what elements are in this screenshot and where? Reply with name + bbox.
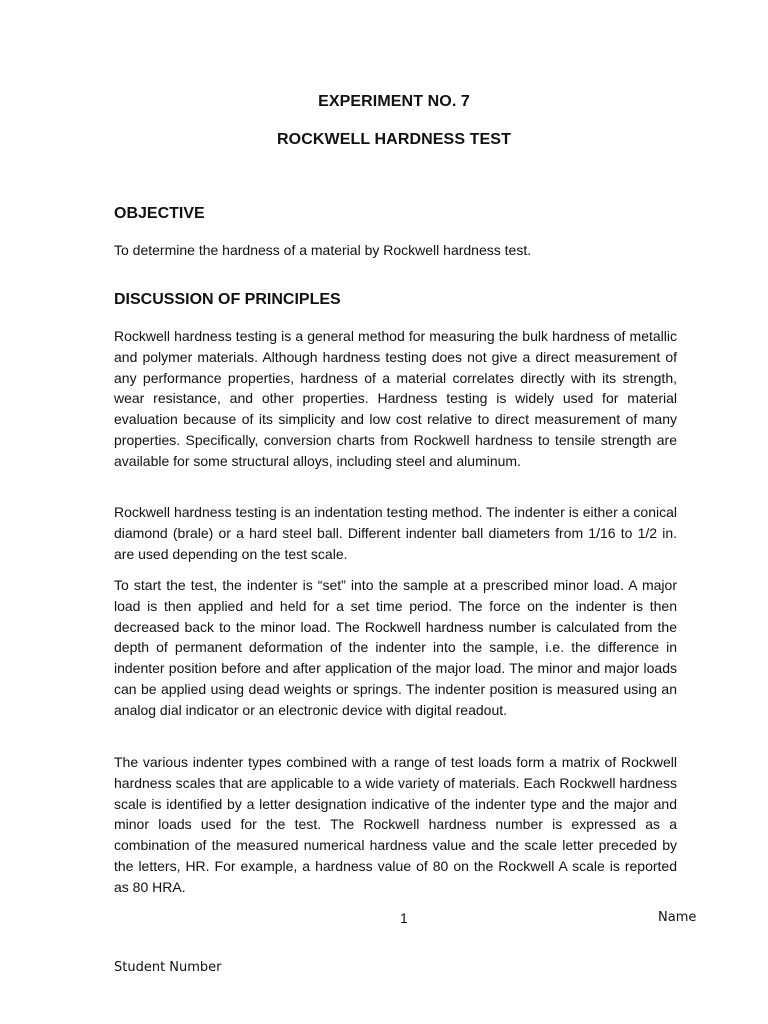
- discussion-paragraph-4: The various indenter types combined with a range of test loads form a matrix of Rockwell hardness scales that are applicable to a wide variety of materials. Each Rockwell hardness scale is identified by a letter designation indicative of the indenter type and the major and minor loads used for the test. The Rockwell hardness number is expressed as a combination of the measured numerical hardness value and the scale letter preceded by the letters, HR. For example, a hardness value of 80 on the Rockwell A scale is reported as 80 HRA.: [114, 754, 677, 895]
- discussion-paragraph-1: Rockwell hardness testing is a general method for measuring the bulk hardness of metallic and polymer materials. Although hardness testing does not give a direct measurement of any performance properties, hardness of a material correlates directly with its strength, wear resistance, and other properties. Hardness testing is widely used for material evaluation because of its simplicity and low cost relative to direct measurement of many properties. Specifically, conversion charts from Rockwell hardness to tensile strength are available for some structural alloys, including steel and aluminum.: [114, 328, 677, 469]
- name-label: Name: [658, 910, 697, 925]
- experiment-subtitle: ROCKWELL HARDNESS TEST: [277, 131, 511, 148]
- student-number-label: Student Number: [114, 960, 222, 975]
- discussion-paragraph-3: To start the test, the indenter is “set” into the sample at a prescribed minor load. A major load is then applied and held for a set time period. The force on the indenter is then decreased back to the minor load. The Rockwell hardness number is calculated from the depth of permanent deformation of the indenter into the sample, i.e. the difference in indenter position before and after application of the major load. The minor and major loads can be applied using dead weights or springs. The indenter position is measured using an analog dial indicator or an electronic device with digital readout.: [114, 577, 677, 718]
- experiment-title: EXPERIMENT NO. 7: [318, 93, 470, 110]
- discussion-heading: DISCUSSION OF PRINCIPLES: [114, 291, 341, 308]
- discussion-paragraph-2: Rockwell hardness testing is an indentation testing method. The indenter is either a conical diamond (brale) or a hard steel ball. Different indenter ball diameters from 1/16 to 1/2 in. are used depending on the test scale.: [114, 504, 677, 562]
- objective-heading: OBJECTIVE: [114, 205, 205, 222]
- objective-text: To determine the hardness of a material by Rockwell hardness test.: [114, 242, 532, 258]
- page-number: 1: [400, 910, 408, 926]
